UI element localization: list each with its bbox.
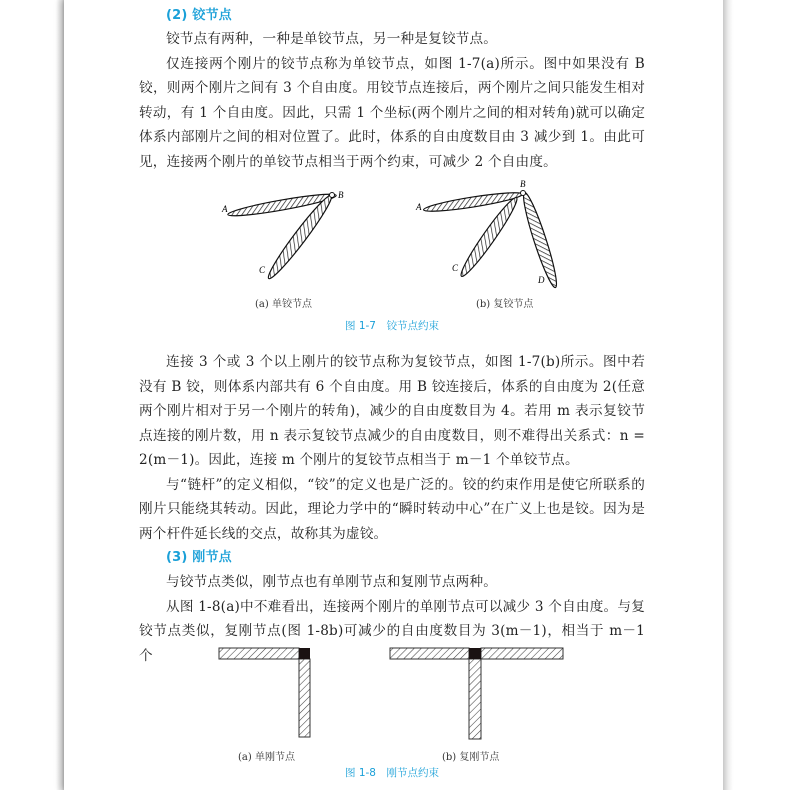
figure-1-8a-caption: (a) 单刚节点 xyxy=(238,752,295,763)
label-a: A xyxy=(222,204,228,214)
paragraph: 与铰节点类似，刚节点也有单刚节点和复刚节点两种。 xyxy=(166,574,498,590)
figure-1-7b-caption: (b) 复铰节点 xyxy=(476,299,534,310)
section-2-block xyxy=(139,5,645,174)
paragraph: 连接 3 个或 3 个以上刚片的铰节点称为复铰节点，如图 1-7(b)所示。图中若没有 B 铰，则体系内部共有 6 个自由度。用 B 铰连接后，体系的自由度为 2(任意两个刚片相对于另一个刚片的转角)，减少的自由度数目为 4。若用 m 表示复铰节点连接的刚片数，用 n 表示复铰节点减少的自由度数目，则不难得出关系式：n = 2(m－1)。因此，连接 m 个刚片的复铰节点相当于 m－1 个单铰节点。 xyxy=(139,354,645,468)
page-shadow-left xyxy=(56,0,64,790)
figure-1-8-caption: 图 1-8 刚节点约束 xyxy=(345,767,439,779)
paragraph: 仅连接两个刚片的铰节点称为单铰节点，如图 1-7(a)所示。图中如果没有 B 铰，则两个刚片之间有 3 个自由度。用铰节点连接后，两个刚片之间只能发生相对转动，有 1 个自由度。因此，只需 1 个坐标(两个刚片之间的相对转角)就可以确定体系内部刚片之间的相对位置了。此时，体系的自由度数目由 3 减少到 1。由此可见，连接两个刚片的单铰节点相当于两个约束，可减少 2 个自由度。 xyxy=(139,55,645,170)
section-heading: (2) 铰节点 xyxy=(166,8,232,23)
figure-1-8 xyxy=(210,640,580,745)
page-shadow-right xyxy=(723,0,733,790)
paragraph: 从图 1-8(a)中不难看出，连接两个刚片的单刚节点可以减少 3 个自由度。与复铰节点类似，复刚节点(图 1-8b)可减少的自由度数目为 3(m－1)，相当于 m－1 个 xyxy=(139,598,645,664)
single-hinge-diagram xyxy=(227,191,337,283)
label-a: A xyxy=(416,202,422,212)
figure-1-7 xyxy=(200,180,580,310)
paragraph: 铰节点有两种，一种是单铰节点，另一种是复铰节点。 xyxy=(166,31,498,47)
single-rigid-joint-diagram xyxy=(219,648,310,737)
label-c: C xyxy=(452,263,459,273)
figure-1-8b-caption: (b) 复刚节点 xyxy=(442,752,500,763)
figure-1-7-caption: 图 1-7 铰节点约束 xyxy=(345,320,439,332)
section-heading: (3) 刚节点 xyxy=(166,550,232,565)
label-d: D xyxy=(538,275,545,285)
compound-rigid-joint-diagram xyxy=(390,648,563,739)
label-b: B xyxy=(338,190,344,200)
figure-1-7a-caption: (a) 单铰节点 xyxy=(255,299,312,310)
label-b: B xyxy=(520,180,526,189)
paragraph: 与“链杆”的定义相似，“铰”的定义也是广泛的。铰的约束作用是使它所联系的刚片只能绕其转动。因此，理论力学中的“瞬时转动中心”在广义上也是铰。因为是两个杆件延长线的交点，故称其为虚铰。 xyxy=(139,476,645,542)
label-c: C xyxy=(259,265,266,275)
section-2-continued xyxy=(139,350,645,668)
